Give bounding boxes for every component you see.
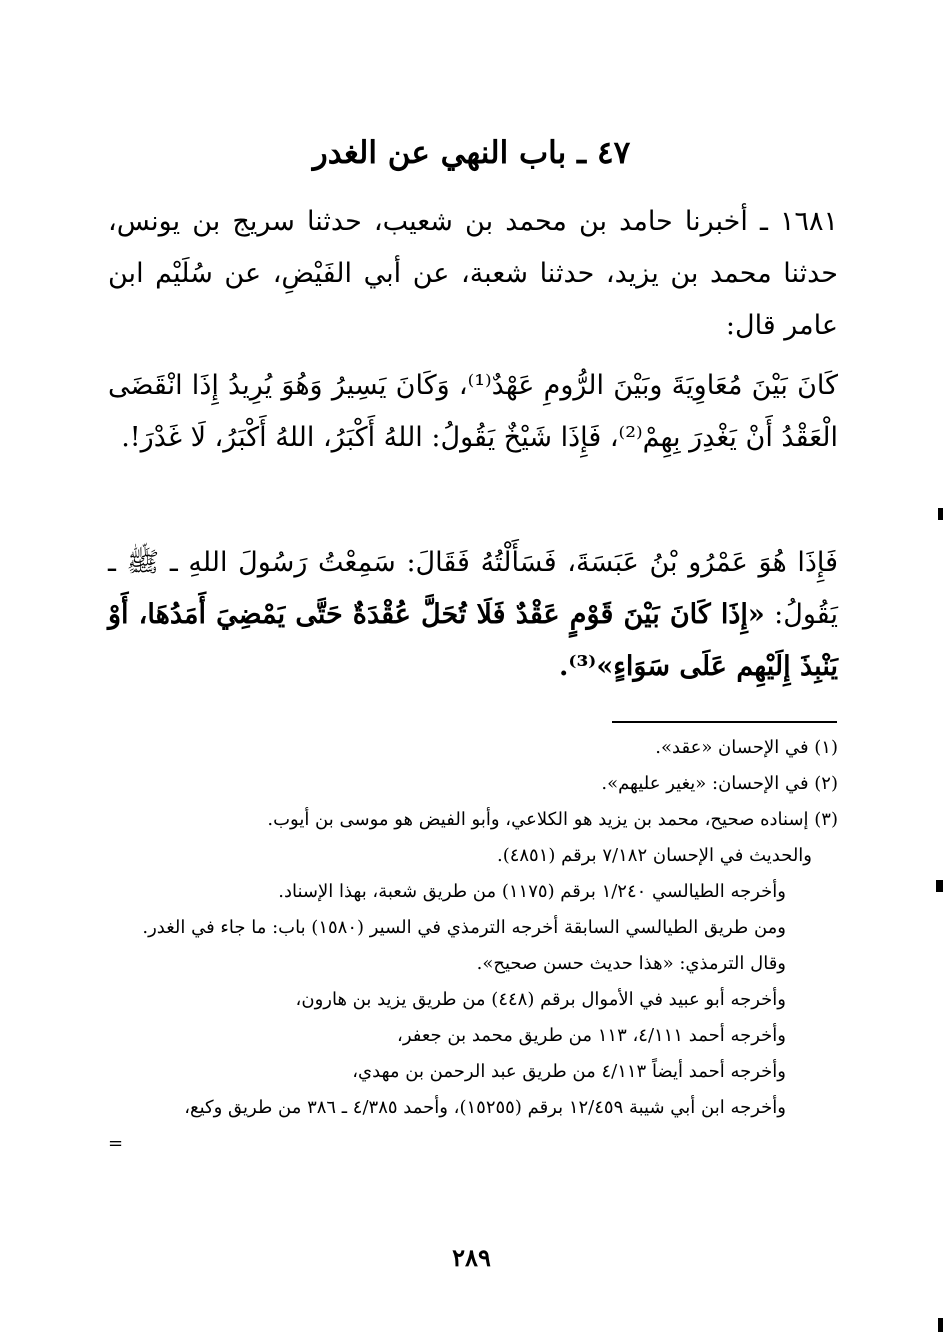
footnote-3-line: والحديث في الإحسان ٧/١٨٢ برقم (٤٨٥١). [496,845,812,866]
continuation-mark: = [108,1133,124,1154]
scan-edge-mark [938,1318,943,1332]
scan-edge-mark [936,880,943,892]
footnote-3-line: وأخرجه أحمد أيضاً ٤/١١٣ من طريق عبد الرحمن بن مهدي، [352,1061,786,1082]
hadith-paragraph-2 [108,537,838,693]
footnote-3-line: ومن طريق الطيالسي السابقة أخرجه الترمذي في السير (١٥٨٠) باب: ما جاء في الغدر. [142,917,786,938]
footnote-3-line: وأخرجه ابن أبي شيبة ١٢/٤٥٩ برقم (١٥٢٥٥)، وأحمد ٤/٣٨٥ ـ ٣٨٦ من طريق وكيع، [184,1097,786,1118]
hadith-paragraph-1: كَانَ بَيْنَ مُعَاوِيَةَ وبَيْنَ الرُّومِ عَهْدٌ⁽¹⁾، وَكَانَ يَسِيرُ وَهُوَ يُرِيدُ إِذَا انْقَضَى الْعَقْدُ أَنْ يَغْدِرَ بِهِمْ⁽²⁾، فَإِذَا شَيْخٌ يَقُولُ: اللهُ أَكْبَرُ، اللهُ أَكْبَرُ، لَا غَدْرَ!. [108,370,838,453]
isnad-paragraph: ١٦٨١ ـ أخبرنا حامد بن محمد بن شعيب، حدثنا سريج بن يونس، حدثنا محمد بن يزيد، حدثنا شعبة، عن أبي الفَيْضِ، عن سُلَيْم ابن عامر قال: [108,206,838,341]
footnote-3-line: وأخرجه أبو عبيد في الأموال برقم (٤٤٨) من طريق يزيد بن هارون، [295,989,786,1010]
footnote-3-line: وقال الترمذي: «هذا حديث حسن صحيح». [476,953,786,974]
footnote-3-line: وأخرجه أحمد ٤/١١١، ١١٣ من طريق محمد بن جعفر، [397,1025,786,1046]
prophetic-saying: «إِذَا كَانَ بَيْنَ قَوْمٍ عَقْدٌ فَلَا تُحَلَّ عُقْدَةٌ حَتَّى يَمْضِيَ أَمَدُهَا، أَوْ يَنْبِذَ إِلَيْهِم عَلَى سَوَاءٍ»⁽³⁾. [108,599,838,682]
footnote-3-line: وأخرجه الطيالسي ١/٢٤٠ برقم (١١٧٥) من طريق شعبة، بهذا الإسناد. [278,881,786,902]
page-number: ٢٨٩ [452,1243,491,1272]
footnote-divider [612,721,837,723]
footnote-1: (١) في الإحسان «عقد». [655,737,838,758]
scan-edge-mark [938,508,943,520]
chapter-heading: ٤٧ ـ باب النهي عن الغدر [312,135,631,171]
footnotes [108,730,838,1162]
footnote-3-line: (٣) إسناده صحيح، محمد بن يزيد هو الكلاعي، وأبو الفيض هو موسى بن أيوب. [267,809,838,830]
footnote-2: (٢) في الإحسان: «يغير عليهم». [601,773,838,794]
hadith-intro: فَإِذَا هُوَ عَمْرُو بْنُ عَبَسَةَ، فَسَأَلْتُهُ فَقَالَ: سَمِعْتُ رَسُولَ اللهِ ـ ﷺ ـ يَقُولُ: [108,547,838,630]
